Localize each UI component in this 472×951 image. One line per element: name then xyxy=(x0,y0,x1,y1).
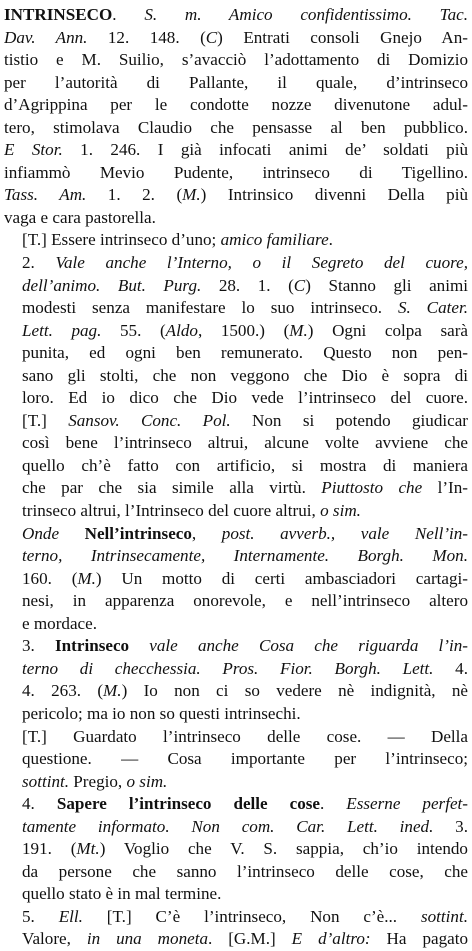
italic-run: dell’animo. But. Purg. xyxy=(22,275,202,295)
italic-run: Sansov. Conc. Pol. xyxy=(68,410,231,430)
italic-run: Esserne perfet- xyxy=(346,794,468,814)
text-run: tero, stimolava Claudio che pensasse al ben pubblico. xyxy=(4,117,468,137)
italic-run: Piuttosto che xyxy=(321,478,423,498)
italic-run: in una moneta xyxy=(86,929,209,949)
text-run: ) Voglio che V. S. sappia, ch’io intendo xyxy=(99,839,468,859)
text-line xyxy=(4,252,468,275)
paragraph-onde-nell-intrinseco xyxy=(4,523,468,636)
text-run: da persone che sanno l’intrinseco delle cose, che xyxy=(22,861,468,881)
paragraph-sense-2 xyxy=(4,252,468,523)
text-line xyxy=(4,703,468,726)
bold-term: Nell’intrinseco xyxy=(84,523,192,543)
text-line xyxy=(4,635,468,658)
italic-run: terno, Intrinsecamente, Internamente. Borgh. Mon. xyxy=(22,546,468,566)
italic-run: E d’altro: xyxy=(291,929,371,949)
italic-run: sottint. xyxy=(420,906,468,926)
text-run: ) Stanno gli animi xyxy=(305,275,468,295)
text-line xyxy=(4,771,468,794)
italic-run: vale anche Cosa che riguarda l’in- xyxy=(129,636,468,656)
italic-run: post. avverb., vale Nell’in- xyxy=(221,523,468,543)
text-run: quello stato è in mal termine. xyxy=(22,884,222,904)
italic-run: M. xyxy=(289,320,308,340)
text-line xyxy=(4,793,468,816)
text-run: l’In- xyxy=(422,478,468,498)
text-run: 12. 148. ( xyxy=(87,27,206,47)
text-line xyxy=(4,410,468,433)
bold-term: Intrinseco xyxy=(55,636,130,656)
text-run: Non si potendo giudicar xyxy=(230,410,468,430)
text-run: 5. xyxy=(22,906,59,926)
text-run: trinseco altrui, l’Intrinseco del cuore altrui, xyxy=(22,501,321,521)
text-run: questione. — Cosa importante per l’intrinseco; xyxy=(22,749,468,769)
text-run: d’Agrippina per le condotte nozze divenutone adul- xyxy=(4,95,468,115)
text-run: . xyxy=(328,230,333,250)
bold-term: Sapere l’intrinseco delle cose xyxy=(56,794,321,814)
text-line xyxy=(4,229,468,252)
text-run: 1. 246. I già infocati animi de’ soldati più xyxy=(62,140,468,160)
text-line xyxy=(4,162,468,185)
italic-run: E Stor. xyxy=(4,140,63,160)
text-run: 160. ( xyxy=(22,568,78,588)
text-line xyxy=(4,320,468,343)
text-run: nesi, in apparenza onorevole, e nell’intrinseco altero xyxy=(22,591,468,611)
italic-run: Aldo xyxy=(165,320,198,340)
text-line xyxy=(4,4,468,27)
paragraph-note-familiare xyxy=(4,229,468,252)
paragraph-sense-3 xyxy=(4,635,468,725)
italic-run: S. Cater. xyxy=(397,298,468,318)
italic-run: Tass. Am. xyxy=(4,185,87,205)
text-line xyxy=(4,139,468,162)
text-run: [T.] C’è l’intrinseco, Non c’è... xyxy=(82,906,421,926)
text-line xyxy=(4,523,468,546)
italic-run: o sim. xyxy=(320,501,361,521)
text-run: [T.] xyxy=(22,410,69,430)
text-run: vaga e cara pastorella. xyxy=(4,207,156,227)
text-run: quello ch’è fatto con artificio, si mostra di maniera xyxy=(22,455,468,475)
text-run: Ha pagato xyxy=(370,929,468,949)
text-line xyxy=(4,613,468,636)
paragraph-sense-4 xyxy=(4,793,468,906)
text-run: così bene l’intrinseco altrui, alcune volte avviene che xyxy=(22,433,468,453)
text-line xyxy=(4,477,468,500)
text-line xyxy=(4,275,468,298)
text-run: 28. 1. ( xyxy=(201,275,294,295)
text-line xyxy=(4,500,468,523)
italic-run: sottint. xyxy=(22,771,70,791)
italic-run: C xyxy=(293,275,306,295)
text-line xyxy=(4,748,468,771)
text-run: punita, ed ogni ben remunerato. Questo non pen- xyxy=(22,343,468,363)
paragraph-sense-5 xyxy=(4,906,468,951)
text-run: ) Ogni colpa sarà xyxy=(307,320,468,340)
text-run: che par che sia simile alla virtù. xyxy=(22,478,322,498)
text-run: sano gli stolti, che non veggono che Dio è sopra di xyxy=(22,365,468,385)
text-run: ) Io non ci so vedere nè indignità, nè xyxy=(121,681,468,701)
text-run: 4. xyxy=(433,658,468,678)
italic-run: amico familiare xyxy=(220,230,329,250)
text-run: [T.] Essere intrinseco d’uno; xyxy=(22,230,221,250)
text-line xyxy=(4,117,468,140)
text-line xyxy=(4,883,468,906)
italic-run: Onde xyxy=(22,523,85,543)
text-run: [T.] Guardato l’intrinseco delle cose. — Della xyxy=(22,726,468,746)
paragraph-entry-head xyxy=(4,4,468,229)
italic-run: Mt. xyxy=(76,839,100,859)
italic-run: Ell. xyxy=(58,906,83,926)
italic-run: M. xyxy=(103,681,122,701)
text-run: 3. xyxy=(22,636,56,656)
text-line xyxy=(4,72,468,95)
text-run: , xyxy=(191,523,222,543)
italic-run: tamente informato. Non com. Car. Lett. ined. xyxy=(22,816,434,836)
text-run: modesti senza manifestare lo suo intrinseco. xyxy=(22,298,398,318)
text-line xyxy=(4,94,468,117)
text-line xyxy=(4,658,468,681)
text-run: tistio e M. Suilio, s’avacciò l’adottamento di Domizio xyxy=(4,50,468,70)
text-line xyxy=(4,432,468,455)
text-run: per l’autorità di Pallante, il quale, d’intrinseco xyxy=(4,72,468,92)
italic-run: Dav. Ann. xyxy=(4,27,88,47)
text-line xyxy=(4,387,468,410)
dictionary-entry xyxy=(4,4,468,951)
text-line xyxy=(4,928,468,951)
text-line xyxy=(4,49,468,72)
text-line xyxy=(4,568,468,591)
text-run: . xyxy=(320,794,347,814)
text-run: ) Un motto di certi ambasciadori cartagi- xyxy=(95,568,468,588)
text-run: ) Entrati consoli Gnejo An- xyxy=(217,27,468,47)
text-run: loro. Ed io dico che Dio vede l’intrinseco del cuore. xyxy=(22,388,468,408)
italic-run: M. xyxy=(77,568,96,588)
text-line xyxy=(4,816,468,839)
text-line xyxy=(4,27,468,50)
text-line xyxy=(4,455,468,478)
text-run: pericolo; ma io non so questi intrinsechi. xyxy=(22,703,301,723)
italic-run: M. xyxy=(182,185,201,205)
italic-run: S. m. Amico confidentissimo. Tac. xyxy=(144,5,468,24)
italic-run: Lett. pag. xyxy=(22,320,102,340)
text-run: 55. ( xyxy=(101,320,166,340)
italic-run: o sim. xyxy=(126,771,168,791)
bold-term: INTRINSECO xyxy=(4,5,113,24)
text-run: e mordace. xyxy=(22,613,97,633)
text-line xyxy=(4,207,468,230)
text-line xyxy=(4,726,468,749)
text-line xyxy=(4,342,468,365)
text-run: ) Intrinsico divenni Della più xyxy=(200,185,468,205)
text-run: 2. xyxy=(22,253,56,273)
text-line xyxy=(4,184,468,207)
text-run: , 1500.) ( xyxy=(197,320,290,340)
text-line xyxy=(4,365,468,388)
text-line xyxy=(4,590,468,613)
text-line xyxy=(4,906,468,929)
text-line xyxy=(4,297,468,320)
italic-run: Vale anche l’Interno, o il Segreto del cuore, xyxy=(55,253,468,273)
text-run: . [G.M.] xyxy=(208,929,292,949)
text-line xyxy=(4,861,468,884)
text-line xyxy=(4,545,468,568)
text-run: 1. 2. ( xyxy=(86,185,183,205)
text-run: infiammò Mevio Pudente, intrinseco di Tigellino. xyxy=(4,162,468,182)
text-run: 3. xyxy=(433,816,468,836)
text-line xyxy=(4,680,468,703)
text-run: . xyxy=(112,5,145,24)
italic-run: C xyxy=(205,27,218,47)
text-run: Pregio, xyxy=(69,771,127,791)
text-run: 191. ( xyxy=(22,839,77,859)
text-run: 4. 263. ( xyxy=(22,681,104,701)
paragraph-note-questione xyxy=(4,726,468,794)
text-run: Valore, xyxy=(22,929,87,949)
italic-run: terno di checchessia. Pros. Fior. Borgh. Lett. xyxy=(22,658,434,678)
text-line xyxy=(4,838,468,861)
text-run: 4. xyxy=(22,794,57,814)
